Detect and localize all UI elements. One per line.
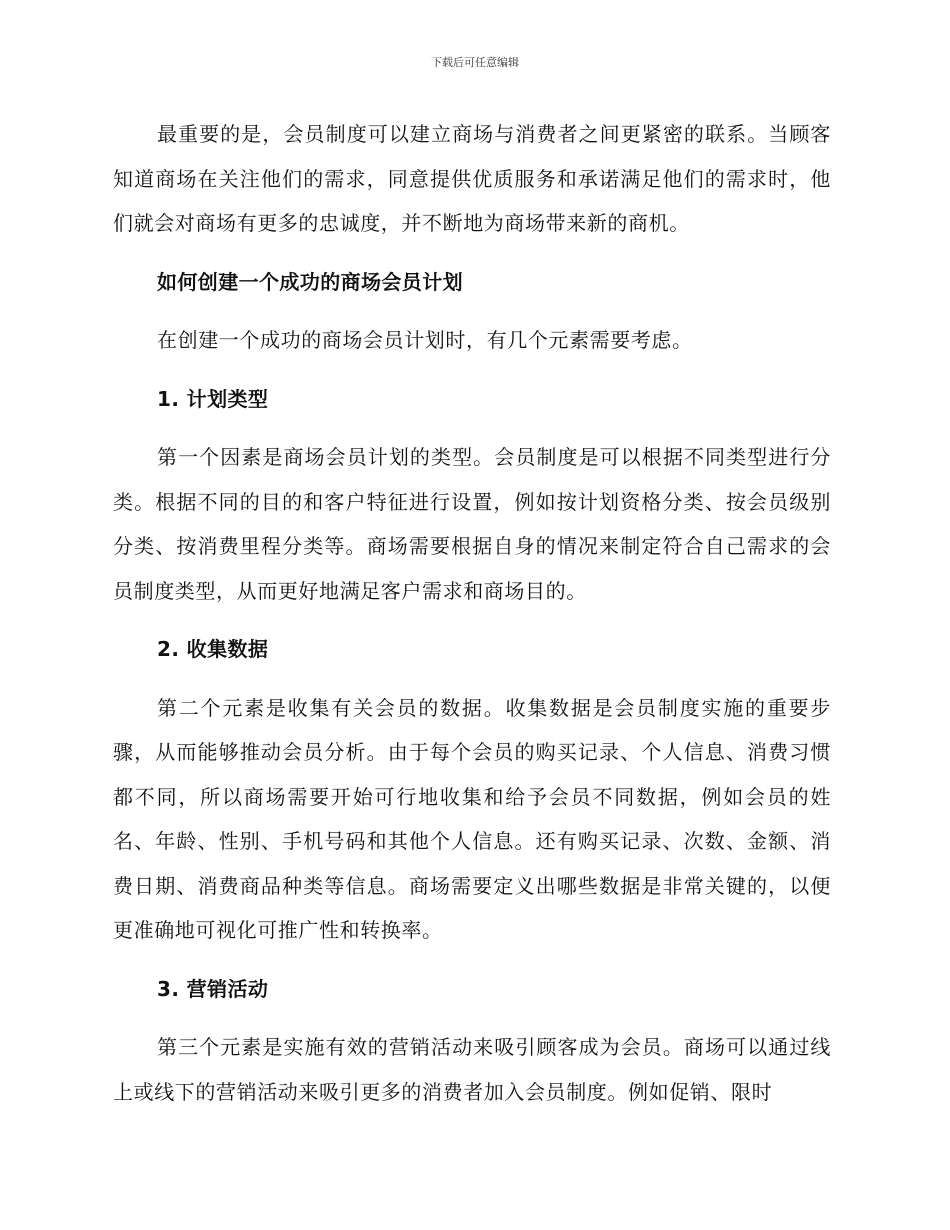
section-heading-create-plan: 如何创建一个成功的商场会员计划 [157,269,463,294]
paragraph-membership-connection: 最重要的是，会员制度可以建立商场与消费者之间更紧密的联系。当顾客知道商场在关注他们的需求，同意提供优质服务和承诺满足他们的需求时，他们就会对商场有更多的忠诚度，并不断地为商场带来新的商机。 [113,122,831,235]
paragraph-collect-data: 第二个元素是收集有关会员的数据。收集数据是会员制度实施的重要步骤，从而能够推动会员分析。由于每个会员的购买记录、个人信息、消费习惯都不同，所以商场需要开始可行地收集和给予会员不同数据，例如会员的姓名、年龄、性别、手机号码和其他个人信息。还有购买记录、次数、金额、消费日期、消费商品种类等信息。商场需要定义出哪些数据是非常关键的，以便更准确地可视化可推广性和转换率。 [113,695,831,942]
document-body [113,112,831,1128]
heading-marketing: 3. 营销活动 [157,976,269,1001]
paragraph-elements-intro: 在创建一个成功的商场会员计划时，有几个元素需要考虑。 [157,328,693,352]
paragraph-plan-type: 第一个因素是商场会员计划的类型。会员制度是可以根据不同类型进行分类。根据不同的目的和客户特征进行设置，例如按计划资格分类、按会员级别分类、按消费里程分类等。商场需要根据自身的情况来制定符合自己需求的会员制度类型，从而更好地满足客户需求和商场目的。 [113,445,831,603]
paragraph-marketing: 第三个元素是实施有效的营销活动来吸引顾客成为会员。商场可以通过线上或线下的营销活动来吸引更多的消费者加入会员制度。例如促销、限时 [113,1035,831,1104]
page-header-note: 下载后可任意编辑 [431,56,519,69]
heading-plan-type: 1. 计划类型 [157,386,269,411]
heading-collect-data: 2. 收集数据 [157,637,269,661]
